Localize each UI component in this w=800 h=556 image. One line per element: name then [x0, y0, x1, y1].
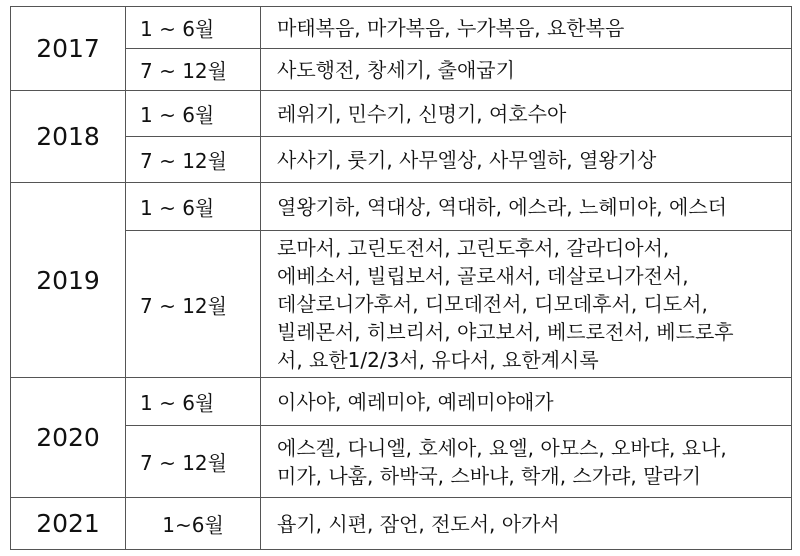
books-cell [261, 378, 792, 426]
books-line: 욥기, 시편, 잠언, 전도서, 아가서 [277, 511, 560, 536]
period-cell: 7 ~ 12월 [126, 231, 261, 378]
table-row [11, 231, 792, 378]
books-cell [261, 91, 792, 137]
books-line: 이사야, 예레미야, 예레미야애가 [277, 389, 554, 414]
books-line: 에베소서, 빌립보서, 골로새서, 데살로니가전서, [277, 264, 689, 288]
books-line: 서, 요한1/2/3서, 유다서, 요한계시록 [277, 348, 599, 372]
reading-schedule-table [10, 6, 792, 550]
books-cell [261, 137, 792, 183]
table-row [11, 378, 792, 426]
books-line: 마태복음, 마가복음, 누가복음, 요한복음 [277, 15, 625, 40]
year-cell: 2019 [11, 183, 126, 378]
period-cell: 1 ~ 6월 [126, 91, 261, 137]
year-cell: 2020 [11, 378, 126, 498]
books-line: 레위기, 민수기, 신명기, 여호수아 [277, 101, 567, 126]
period-cell: 7 ~ 12월 [126, 137, 261, 183]
books-line: 데살로니가후서, 디모데전서, 디모데후서, 디도서, [277, 292, 708, 316]
table-row [11, 137, 792, 183]
books-line: 열왕기하, 역대상, 역대하, 에스라, 느헤미야, 에스더 [277, 194, 727, 219]
books-line: 미가, 나훔, 하박국, 스바냐, 학개, 스가랴, 말라기 [277, 463, 702, 488]
books-line: 에스겔, 다니엘, 호세아, 요엘, 아모스, 오바댜, 요나, [277, 435, 727, 460]
books-line: 빌레몬서, 히브리서, 야고보서, 베드로전서, 베드로후 [277, 320, 734, 344]
year-cell: 2017 [11, 7, 126, 91]
table-row [11, 498, 792, 550]
period-cell: 7 ~ 12월 [126, 49, 261, 91]
books-cell [261, 183, 792, 231]
books-cell [261, 7, 792, 49]
year-cell: 2021 [11, 498, 126, 550]
period-cell: 1 ~ 6월 [126, 7, 261, 49]
table-row [11, 426, 792, 498]
period-cell: 1~6월 [126, 498, 261, 550]
table-row [11, 183, 792, 231]
period-cell: 1 ~ 6월 [126, 183, 261, 231]
books-cell [261, 231, 792, 378]
books-line: 로마서, 고린도전서, 고린도후서, 갈라디아서, [277, 236, 670, 260]
books-line: 사사기, 룻기, 사무엘상, 사무엘하, 열왕기상 [277, 147, 657, 172]
period-cell: 1 ~ 6월 [126, 378, 261, 426]
table-row [11, 49, 792, 91]
books-cell [261, 426, 792, 498]
books-cell [261, 49, 792, 91]
year-cell: 2018 [11, 91, 126, 183]
books-cell [261, 498, 792, 550]
table-row [11, 7, 792, 49]
books-line: 사도행전, 창세기, 출애굽기 [277, 57, 515, 82]
period-cell: 7 ~ 12월 [126, 426, 261, 498]
table-row [11, 91, 792, 137]
